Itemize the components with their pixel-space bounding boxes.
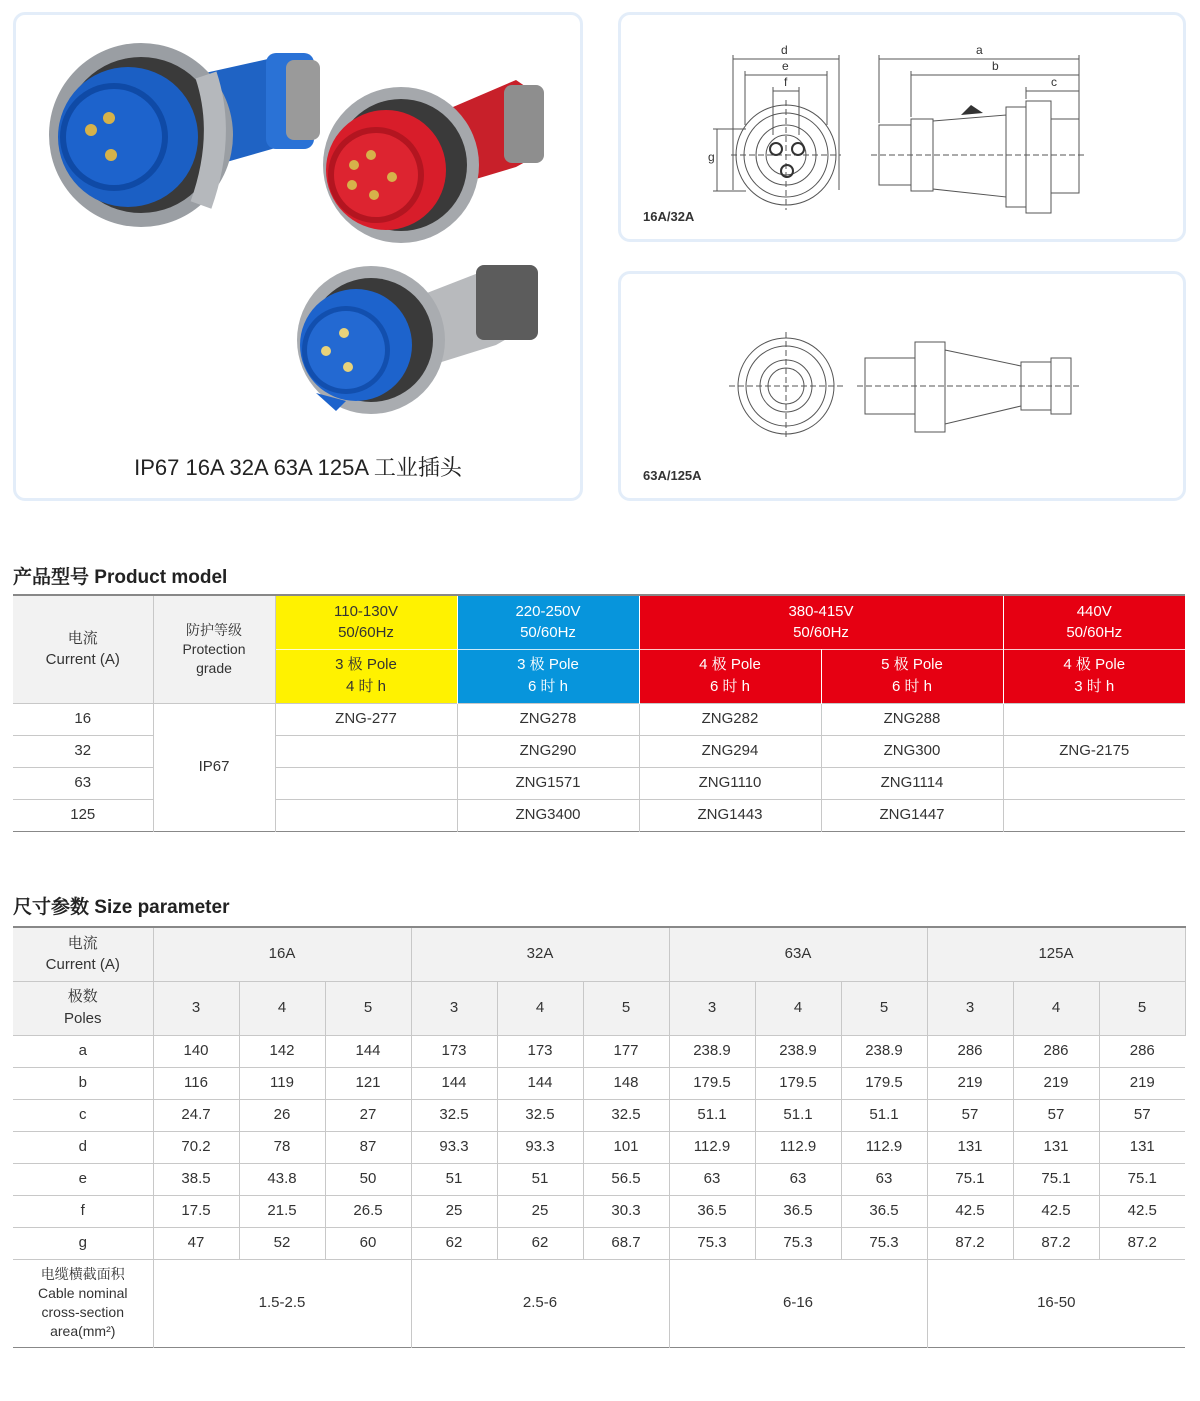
voltage-value: 220-250V (515, 602, 581, 620)
dimension-value: 87.2 (927, 1227, 1013, 1259)
dimension-value: 112.9 (755, 1131, 841, 1163)
pole-number-header: 4 (497, 981, 583, 1035)
frequency-value: 50/60Hz (793, 624, 849, 642)
dimension-value: 219 (927, 1067, 1013, 1099)
voltage-value: 110-130V (334, 602, 398, 620)
diagram-label-63a-125a: 63A/125A (643, 468, 702, 483)
product-model-table (13, 594, 1185, 832)
dimension-value: 87.2 (1099, 1227, 1185, 1259)
dimension-value: 101 (583, 1131, 669, 1163)
dimension-value: 219 (1013, 1067, 1099, 1099)
dimension-value: 27 (325, 1099, 411, 1131)
dimension-value: 142 (239, 1035, 325, 1067)
pole-hour: 3 时 h (1074, 678, 1115, 695)
model-cell: ZNG1447 (821, 799, 1003, 831)
dimension-value: 121 (325, 1067, 411, 1099)
table-row (13, 1131, 1185, 1163)
dimension-value: 25 (411, 1195, 497, 1227)
cable-value: 6-16 (669, 1259, 927, 1347)
size-parameter-table (13, 926, 1186, 1348)
dimension-value: 173 (411, 1035, 497, 1067)
dimension-value: 57 (927, 1099, 1013, 1131)
pole-count: 3 极 Pole (335, 656, 397, 674)
dimension-value: 51.1 (841, 1099, 927, 1131)
dimension-value: 75.3 (669, 1227, 755, 1259)
size-parameter-title: 尺寸参数 Size parameter (13, 897, 230, 918)
model-cell (1003, 799, 1185, 831)
dimension-value: 93.3 (411, 1131, 497, 1163)
cable-value: 1.5-2.5 (153, 1259, 411, 1347)
current-header-en: Current (A) (45, 651, 120, 669)
pole-number-header: 5 (1099, 981, 1185, 1035)
grade-header-en2: grade (196, 659, 232, 676)
current-cell: 63 (13, 767, 153, 799)
model-cell (1003, 767, 1185, 799)
dimension-value: 36.5 (841, 1195, 927, 1227)
pole-header (1003, 649, 1185, 703)
cable-label (13, 1259, 153, 1347)
dimension-value: 68.7 (583, 1227, 669, 1259)
dimension-value: 50 (325, 1163, 411, 1195)
dimension-value: 177 (583, 1035, 669, 1067)
current-cell: 32 (13, 735, 153, 767)
pole-count: 4 极 Pole (1063, 656, 1126, 674)
dimension-value: 57 (1013, 1099, 1099, 1131)
model-cell (1003, 703, 1185, 735)
dimension-value: 238.9 (669, 1035, 755, 1067)
dim-label-g: g (708, 150, 715, 164)
dimension-value: 75.1 (1013, 1163, 1099, 1195)
dimension-value: 25 (497, 1195, 583, 1227)
dim-label-f: f (784, 75, 788, 89)
pole-header (457, 649, 639, 703)
cable-label-en3: area(mm²) (50, 1322, 116, 1339)
dimension-value: 30.3 (583, 1195, 669, 1227)
model-cell: ZNG-2175 (1003, 735, 1185, 767)
dim-label-c: c (1051, 75, 1057, 89)
model-cell: ZNG294 (639, 735, 821, 767)
dimension-value: 56.5 (583, 1163, 669, 1195)
pole-number-header: 4 (755, 981, 841, 1035)
dimension-drawing-16a-32a (621, 15, 1183, 239)
dimension-value: 17.5 (153, 1195, 239, 1227)
table-row (13, 703, 1185, 735)
model-cell: ZNG278 (457, 703, 639, 735)
dimension-value: 286 (927, 1035, 1013, 1067)
dimension-value: 32.5 (411, 1099, 497, 1131)
dimension-value: 42.5 (927, 1195, 1013, 1227)
pole-number-header: 3 (153, 981, 239, 1035)
size-current-header (13, 927, 153, 981)
dimension-value: 38.5 (153, 1163, 239, 1195)
dimension-drawing-63a-125a (621, 274, 1183, 498)
grade-header (153, 595, 275, 703)
model-cell: ZNG1571 (457, 767, 639, 799)
group-header: 125A (927, 927, 1185, 981)
pole-number-header: 3 (669, 981, 755, 1035)
table-row (13, 1227, 1185, 1259)
dimension-value: 32.5 (583, 1099, 669, 1131)
pole-hour: 6 时 h (891, 678, 933, 695)
size-current-zh: 电流 (67, 934, 98, 952)
pole-header (639, 649, 821, 703)
dimension-value: 219 (1099, 1067, 1185, 1099)
plug-photos (16, 15, 580, 445)
frequency-value: 50/60Hz (1066, 624, 1123, 642)
dimension-value: 131 (1099, 1131, 1185, 1163)
blue-grey-plug-image (297, 265, 538, 414)
dimension-value: 63 (755, 1163, 841, 1195)
voltage-value: 380-415V (788, 602, 854, 620)
group-header: 63A (669, 927, 927, 981)
dimension-value: 148 (583, 1067, 669, 1099)
dimension-value: 63 (669, 1163, 755, 1195)
current-header-zh: 电流 (67, 629, 98, 647)
model-cell: ZNG3400 (457, 799, 639, 831)
model-cell: ZNG1114 (821, 767, 1003, 799)
dimension-value: 42.5 (1099, 1195, 1185, 1227)
poles-header (13, 981, 153, 1035)
dimension-value: 78 (239, 1131, 325, 1163)
diagram-panel-16a-32a (618, 12, 1186, 242)
dimension-value: 62 (411, 1227, 497, 1259)
pole-header (275, 649, 457, 703)
grade-header-en1: Protection (182, 640, 246, 657)
pole-hour: 6 时 h (709, 678, 751, 695)
dimension-value: 51 (497, 1163, 583, 1195)
size-current-en: Current (A) (45, 956, 120, 974)
dimension-value: 119 (239, 1067, 325, 1099)
table-row (13, 1067, 1185, 1099)
dimension-label: a (13, 1035, 153, 1067)
dimension-value: 51 (411, 1163, 497, 1195)
model-cell (275, 767, 457, 799)
pole-hour: 6 时 h (527, 678, 569, 695)
table-row (13, 1099, 1185, 1131)
dim-label-a: a (976, 43, 983, 57)
dimension-value: 51.1 (669, 1099, 755, 1131)
pole-count: 3 极 Pole (517, 656, 579, 674)
pole-header (821, 649, 1003, 703)
dimension-value: 52 (239, 1227, 325, 1259)
poles-zh: 极数 (67, 988, 98, 1006)
model-cell (275, 799, 457, 831)
dimension-value: 87 (325, 1131, 411, 1163)
dimension-value: 32.5 (497, 1099, 583, 1131)
dimension-value: 238.9 (755, 1035, 841, 1067)
dimension-value: 144 (325, 1035, 411, 1067)
grade-cell: IP67 (153, 703, 275, 831)
dimension-label: f (13, 1195, 153, 1227)
voltage-value: 440V (1076, 602, 1112, 620)
dimension-value: 60 (325, 1227, 411, 1259)
dim-label-b: b (992, 59, 999, 73)
dimension-value: 87.2 (1013, 1227, 1099, 1259)
table-row (13, 1195, 1185, 1227)
dimension-value: 93.3 (497, 1131, 583, 1163)
dimension-value: 116 (153, 1067, 239, 1099)
dimension-value: 112.9 (669, 1131, 755, 1163)
dimension-value: 179.5 (669, 1067, 755, 1099)
model-cell: ZNG1110 (639, 767, 821, 799)
pole-count: 5 极 Pole (881, 656, 943, 674)
model-cell: ZNG-277 (275, 703, 457, 735)
pole-hour: 4 时 h (345, 678, 387, 695)
dimension-value: 179.5 (841, 1067, 927, 1099)
voltage-header-110-130 (275, 595, 457, 649)
pole-number-header: 4 (239, 981, 325, 1035)
dimension-value: 112.9 (841, 1131, 927, 1163)
pole-number-header: 3 (927, 981, 1013, 1035)
product-photo-panel (13, 12, 583, 501)
dimension-value: 131 (927, 1131, 1013, 1163)
voltage-header-220-250 (457, 595, 639, 649)
dimension-value: 24.7 (153, 1099, 239, 1131)
dimension-value: 238.9 (841, 1035, 927, 1067)
dim-label-d: d (781, 43, 788, 57)
model-cell (275, 735, 457, 767)
grade-header-zh: 防护等级 (186, 621, 242, 638)
dimension-value: 140 (153, 1035, 239, 1067)
diagram-label-16a-32a: 16A/32A (643, 209, 695, 224)
product-model-title: 产品型号 Product model (13, 567, 228, 588)
pole-number-header: 3 (411, 981, 497, 1035)
dimension-value: 70.2 (153, 1131, 239, 1163)
cable-label-zh: 电缆横截面积 (40, 1266, 125, 1283)
dimension-label: g (13, 1227, 153, 1259)
poles-en: Poles (63, 1010, 102, 1027)
dimension-value: 51.1 (755, 1099, 841, 1131)
dimension-label: d (13, 1131, 153, 1163)
dimension-value: 36.5 (755, 1195, 841, 1227)
dimension-value: 26.5 (325, 1195, 411, 1227)
frequency-value: 50/60Hz (520, 624, 576, 642)
dimension-value: 62 (497, 1227, 583, 1259)
dimension-value: 47 (153, 1227, 239, 1259)
cable-value: 16-50 (927, 1259, 1185, 1347)
pole-number-header: 4 (1013, 981, 1099, 1035)
red-plug-image (323, 80, 544, 243)
model-cell: ZNG300 (821, 735, 1003, 767)
model-cell: ZNG288 (821, 703, 1003, 735)
model-cell: ZNG282 (639, 703, 821, 735)
cable-value: 2.5-6 (411, 1259, 669, 1347)
current-cell: 16 (13, 703, 153, 735)
dimension-value: 75.1 (1099, 1163, 1185, 1195)
dimension-value: 144 (497, 1067, 583, 1099)
dimension-value: 131 (1013, 1131, 1099, 1163)
cable-label-en2: cross-section (41, 1304, 124, 1320)
model-cell: ZNG290 (457, 735, 639, 767)
dimension-value: 144 (411, 1067, 497, 1099)
voltage-header-380-415 (639, 595, 1003, 649)
dimension-value: 75.3 (841, 1227, 927, 1259)
dimension-value: 179.5 (755, 1067, 841, 1099)
dimension-value: 26 (239, 1099, 325, 1131)
dimension-value: 63 (841, 1163, 927, 1195)
dimension-value: 21.5 (239, 1195, 325, 1227)
pole-number-header: 5 (841, 981, 927, 1035)
pole-count: 4 极 Pole (699, 656, 761, 674)
group-header: 16A (153, 927, 411, 981)
current-header (13, 595, 153, 703)
dimension-label: c (13, 1099, 153, 1131)
cable-row (13, 1259, 1185, 1347)
dimension-label: b (13, 1067, 153, 1099)
group-header: 32A (411, 927, 669, 981)
blue-plug-large-image (49, 43, 320, 227)
current-cell: 125 (13, 799, 153, 831)
dimension-value: 286 (1013, 1035, 1099, 1067)
dimension-value: 36.5 (669, 1195, 755, 1227)
dimension-value: 75.3 (755, 1227, 841, 1259)
pole-number-header: 5 (583, 981, 669, 1035)
voltage-header-440 (1003, 595, 1185, 649)
dimension-value: 75.1 (927, 1163, 1013, 1195)
dimension-value: 173 (497, 1035, 583, 1067)
cable-label-en1: Cable nominal (38, 1285, 128, 1302)
dimension-value: 57 (1099, 1099, 1185, 1131)
dim-label-e: e (782, 59, 789, 73)
diagram-panel-63a-125a (618, 271, 1186, 501)
model-cell: ZNG1443 (639, 799, 821, 831)
table-row (13, 1035, 1185, 1067)
dimension-value: 286 (1099, 1035, 1185, 1067)
dimension-value: 42.5 (1013, 1195, 1099, 1227)
product-caption: IP67 16A 32A 63A 125A 工业插头 (134, 455, 462, 480)
pole-number-header: 5 (325, 981, 411, 1035)
table-row (13, 1163, 1185, 1195)
frequency-value: 50/60Hz (338, 624, 394, 642)
dimension-value: 43.8 (239, 1163, 325, 1195)
dimension-label: e (13, 1163, 153, 1195)
